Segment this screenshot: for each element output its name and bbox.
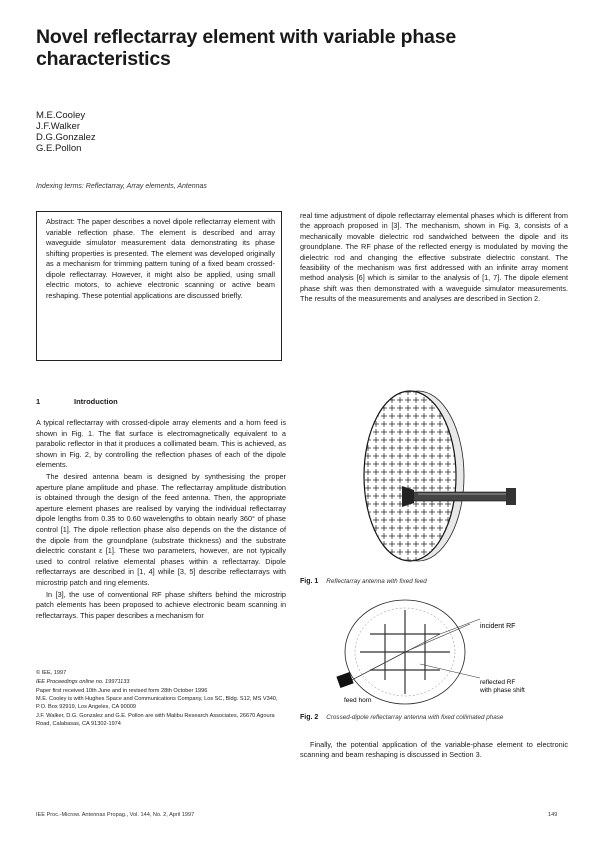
dipole-grid [358,388,468,564]
introduction-body [36,418,286,622]
right-column-text: real time adjustment of dipole reflectarray elemental phases which is different from the approach proposed in [3]. The mechanism, shown in Fig. 3, consists of a mechanically movable dielectric rod sandwiched between the dipole and its groundplane. The RF phase of the reflected energy is modulated by moving the dielectric rod and changing the effective substrate dielectric constant. The feasibility of the mechanism was first addressed with an infinite array moment method analysis [6] which is similar to the analysis of [1, 7]. The dipole element phase shift was then demonstrated with a waveguide simulator measurements. The results of the measurements and analyses are described in Section 2. [300,211,568,304]
author-list [36,110,96,154]
online-note: IEE Proceedings online no. 19971133 [36,678,130,685]
feed-label: feed horn [344,697,372,704]
right-column-closing: Finally, the potential application of the variable-phase element to electronic scanning and beam reshaping is discussed in Section 3. [300,740,568,760]
received-note: Paper first received 10th June and in revised form 28th October 1996 [36,687,208,694]
incident-label: incident RF [480,623,516,630]
section-heading [36,397,118,406]
section-title: Introduction [74,397,118,406]
section-number: 1 [36,397,41,406]
indexing-terms: Indexing terms: Reflectarray, Array elements, Antennas [36,183,207,190]
author: M.E.Cooley [36,110,86,121]
affiliation-note: J.F. Walker, D.G. Gonzalez and G.E. Pollon are with Malibu Research Associates, 26670 Agoura Road, Calabasas, CA 91302-1974 [36,712,275,727]
copyright-note: © IEE, 1997 [36,670,67,676]
author: J.F.Walker [36,121,80,132]
abstract-box: Abstract: The paper describes a novel dipole reflectarray element with variable reflection phase. The element is described and array waveguide simulator measurement data demonstrating its phase shifting properties is presented. The element was developed originally as a mechanism for trimming pattern tuning of a fixed beam crossed-dipole reflectarray. However, it might also be applied, using small electric motors, to achieve electronic scanning or active beam reshaping. These potential applications are discussed briefly. [36,211,282,361]
journal-footer: IEE Proc.-Microw. Antennas Propag., Vol. 144, No. 2, April 1997 [36,812,195,818]
figure-1-caption [300,578,427,585]
figure-2-diagram [330,594,562,710]
paragraph: In [3], the use of conventional RF phase shifters behind the microstrip patch elements has been proposed to achieve electronic beam scanning in reflectarrays. This paper describes a mechanism for [36,589,286,620]
figure-1-reflectarray [348,388,530,564]
affiliation-note: M.E. Cooley is with Hughes Space and Communications Company, Los SC, Bldg. S12, MS V340, P.O. Box 92919, Los Angeles, CA 90009 [36,696,278,711]
caption-text: Crossed-dipole reflectarray antenna with fixed collimated phase [326,714,504,721]
footnotes [36,670,286,730]
paragraph: The desired antenna beam is designed by synthesising the proper aperture plane amplitude and phase. The reflectarray amplitude distribution is obtained through the design of the feed antenna. Then, the appropriate aperture element phases are realised by varying the individual reflectarray dipole lengths from 0.35 to 0.60 wavelengths to obtain nearly 360° of phase control [1]. The dipole reflection phase also depends on the the distance of the dipole from the groundplane (substrate thickness) and the substrate dielectric constant ε [1]. These two parameters, however, are not typically used to control relative elemental phases within a reflectarray. Dipole reflectarrays are described in [1, 4] while [3, 5] describe reflectarrays with microstrip patch and ring elements. [36,471,286,587]
author: G.E.Pollon [36,143,82,154]
figure-label: Fig. 1 [300,578,319,585]
paragraph: A typical reflectarray with crossed-dipole array elements and a horn feed is shown in Fig. 1. The flat surface is electromagnetically equivalent to a parabolic reflector in that it produces a collimated beam. This is achieved, as shown in Fig. 2, by controlling the reflection phases of each of the dipole elements. [36,418,286,470]
caption-text: Reflectarray antenna with fixed feed [326,578,427,585]
reflected-label: reflected RF [480,679,516,686]
figure-label: Fig. 2 [300,714,319,721]
author: D.G.Gonzalez [36,132,96,143]
figure-2-caption [300,714,503,721]
reflected-label-line2: with phase shift [480,687,525,694]
page-number: 149 [548,812,558,818]
paper-title: Novel reflectarray element with variable phase characteristics [36,26,456,70]
